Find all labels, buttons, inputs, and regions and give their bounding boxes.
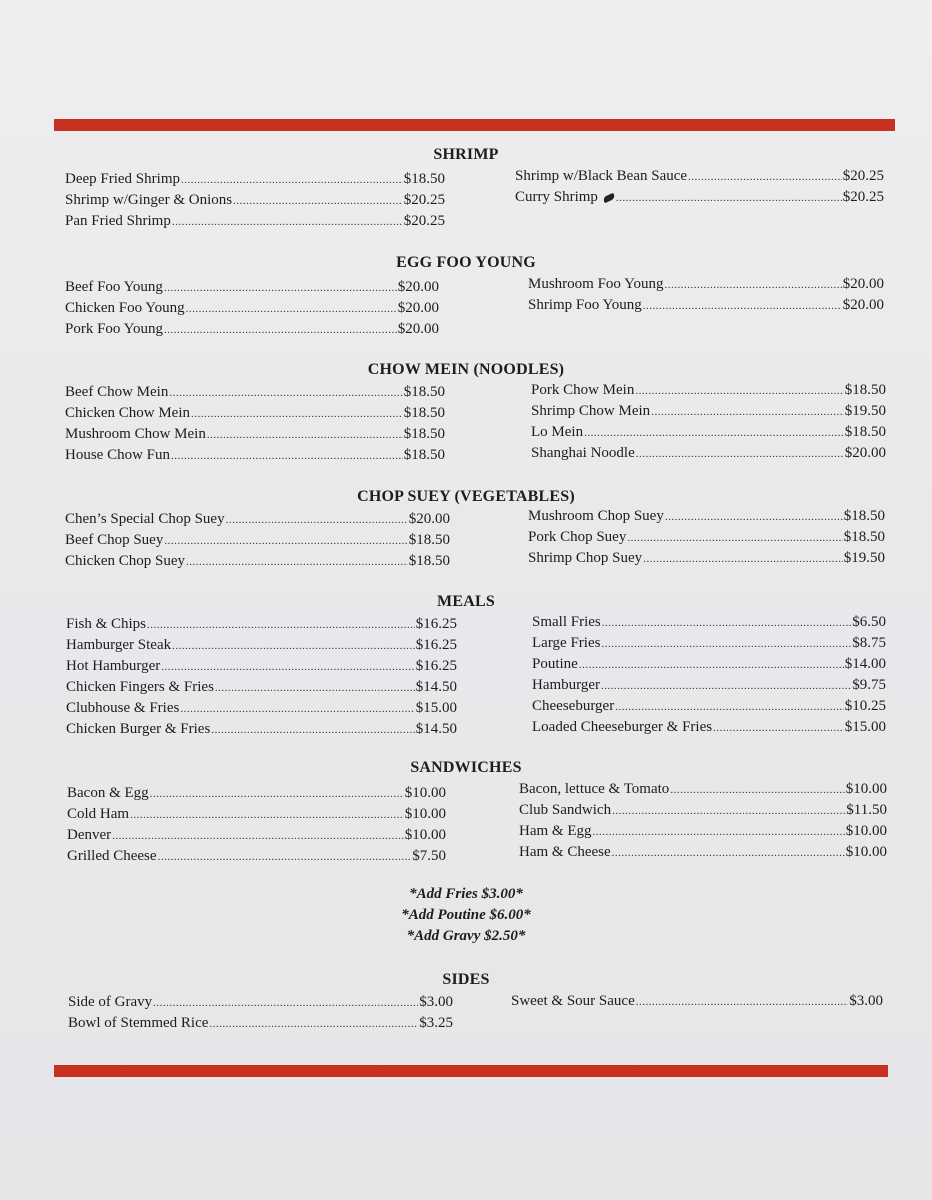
- menu-item: [519, 842, 887, 863]
- menu-item-name-text: Chen’s Special Chop Suey: [65, 511, 225, 527]
- menu-item-name-text: Shrimp Chow Mein: [531, 403, 651, 419]
- dot-leader: [147, 615, 415, 636]
- dot-leader: [636, 992, 849, 1013]
- menu-item: [65, 551, 450, 572]
- menu-item: [65, 403, 445, 424]
- menu-item-price: $16.25: [415, 658, 457, 674]
- menu-item: [65, 319, 439, 340]
- menu-item-name-text: Deep Fried Shrimp: [65, 171, 180, 187]
- menu-item: [528, 527, 885, 548]
- menu-item: [65, 530, 450, 551]
- menu-item-name-text: Chicken Foo Young: [65, 300, 185, 316]
- dot-leader: [181, 170, 403, 191]
- menu-item-name: [532, 612, 601, 633]
- menu-item-name-text: Shanghai Noodle: [531, 445, 635, 461]
- menu-item-name-text: Shrimp w/Ginger & Onions: [65, 192, 233, 208]
- menu-item-name: [67, 804, 129, 825]
- dot-leader: [169, 383, 402, 404]
- menu-item-name-text: Ham & Cheese: [519, 844, 611, 860]
- menu-item-price: $11.50: [846, 802, 887, 818]
- menu-item-name-text: Mushroom Chop Suey: [528, 508, 664, 524]
- menu-item-price: $10.00: [404, 827, 446, 843]
- menu-item-price: $7.50: [412, 848, 446, 864]
- dot-leader: [584, 423, 844, 444]
- dot-leader: [180, 699, 414, 720]
- menu-item-price: $9.75: [852, 677, 886, 693]
- menu-item: [528, 548, 885, 569]
- addon-gravy: *Add Gravy $2.50*: [406, 928, 526, 944]
- menu-item-name: [528, 274, 663, 295]
- menu-item-name-text: Side of Gravy: [68, 994, 153, 1010]
- menu-item-name-text: Fish & Chips: [66, 616, 147, 632]
- top-red-rule: [54, 119, 895, 131]
- menu-item-name-text: Pan Fried Shrimp: [65, 213, 171, 229]
- menu-item: [531, 443, 886, 464]
- menu-item-name-text: Ham & Egg: [519, 823, 592, 839]
- dot-leader: [161, 657, 414, 678]
- menu-item-name-text: Poutine: [532, 656, 578, 672]
- menu-item-name: [515, 166, 687, 187]
- menu-item: [532, 633, 886, 654]
- menu-item-name-text: Bacon, lettuce & Tomato: [519, 781, 670, 797]
- dot-leader: [602, 613, 851, 634]
- menu-item-name-text: Large Fries: [532, 635, 601, 651]
- menu-item-name-text: Shrimp Foo Young: [528, 297, 642, 313]
- dot-leader: [643, 549, 843, 570]
- menu-item-name: [528, 506, 664, 527]
- menu-item-name: [66, 677, 214, 698]
- menu-item-name-text: Denver: [67, 827, 112, 843]
- dot-leader: [186, 299, 397, 320]
- menu-item: [531, 380, 886, 401]
- menu-item: [528, 506, 885, 527]
- menu-item-name: [65, 509, 225, 530]
- menu-item-price: $20.25: [403, 192, 445, 208]
- menu-item-price: $16.25: [415, 616, 457, 632]
- menu-item-name: [66, 614, 146, 635]
- menu-item-name-text: Mushroom Chow Mein: [65, 426, 206, 442]
- menu-item-name-text: Cold Ham: [67, 806, 130, 822]
- dot-leader: [233, 191, 403, 212]
- dot-leader: [211, 720, 414, 741]
- dot-leader: [688, 167, 842, 188]
- section-title-shrimp: SHRIMP: [433, 146, 499, 163]
- menu-item-name: [531, 443, 635, 464]
- menu-item-price: $18.50: [843, 529, 885, 545]
- menu-item: [532, 654, 886, 675]
- menu-item-price: $15.00: [844, 719, 886, 735]
- menu-item-price: $18.50: [403, 426, 445, 442]
- dot-leader: [670, 780, 844, 801]
- menu-item: [68, 992, 453, 1013]
- menu-item-name: [68, 992, 152, 1013]
- dot-leader: [150, 784, 404, 805]
- menu-item-name: [528, 527, 626, 548]
- menu-item: [532, 717, 886, 738]
- dot-leader: [215, 678, 415, 699]
- menu-item: [531, 401, 886, 422]
- dot-leader: [612, 801, 845, 822]
- menu-item-name-text: Beef Foo Young: [65, 279, 163, 295]
- sides-left-column: [68, 992, 453, 1034]
- chop-suey-right-column: [528, 506, 885, 569]
- menu-item-name: [65, 211, 171, 232]
- menu-item-name: [66, 656, 160, 677]
- menu-item-price: $20.00: [397, 279, 439, 295]
- menu-item: [532, 696, 886, 717]
- addon-fries: *Add Fries $3.00*: [409, 886, 523, 902]
- dot-leader: [186, 552, 408, 573]
- menu-item: [65, 424, 445, 445]
- menu-item-price: $6.50: [852, 614, 886, 630]
- dot-leader: [164, 320, 397, 341]
- menu-item-name-text: Chicken Chow Mein: [65, 405, 190, 421]
- menu-item-price: $20.25: [842, 168, 884, 184]
- menu-item-price: $18.50: [844, 424, 886, 440]
- menu-item-name: [515, 187, 615, 208]
- menu-item-name: [65, 445, 170, 466]
- menu-item: [68, 1013, 453, 1034]
- menu-item-name: [65, 551, 185, 572]
- menu-item-name: [66, 719, 210, 740]
- dot-leader: [191, 404, 403, 425]
- chow-mein-right-column: [531, 380, 886, 464]
- menu-item-name-text: Beef Chop Suey: [65, 532, 164, 548]
- menu-item-name: [66, 698, 179, 719]
- dot-leader: [664, 275, 841, 296]
- menu-item-name: [532, 717, 712, 738]
- menu-item-name-text: Curry Shrimp: [515, 189, 598, 205]
- menu-item-name: [65, 403, 190, 424]
- menu-item-name: [65, 319, 163, 340]
- menu-item-name: [65, 298, 185, 319]
- menu-item-price: $15.00: [415, 700, 457, 716]
- menu-item-price: $19.50: [843, 550, 885, 566]
- dot-leader: [635, 381, 843, 402]
- section-title-meals: MEALS: [437, 593, 495, 610]
- menu-item: [515, 187, 884, 208]
- menu-item-price: $10.00: [845, 823, 887, 839]
- menu-item-name: [528, 548, 642, 569]
- menu-item-name-text: Chicken Fingers & Fries: [66, 679, 214, 695]
- menu-item: [65, 445, 445, 466]
- sandwiches-right-column: [519, 779, 887, 863]
- meals-right-column: [532, 612, 886, 738]
- menu-item-price: $18.50: [844, 382, 886, 398]
- menu-item-price: $14.50: [415, 721, 457, 737]
- dot-leader: [627, 528, 842, 549]
- menu-item-name-text: Chicken Chop Suey: [65, 553, 185, 569]
- menu-item-name-text: Shrimp w/Black Bean Sauce: [515, 168, 688, 184]
- menu-item-price: $20.00: [408, 511, 450, 527]
- dot-leader: [616, 188, 842, 209]
- addon-poutine: *Add Poutine $6.00*: [401, 907, 531, 923]
- menu-item: [511, 991, 883, 1012]
- menu-item: [66, 656, 457, 677]
- menu-item-price: $20.00: [842, 276, 884, 292]
- dot-leader: [713, 718, 844, 739]
- menu-item-price: $3.25: [419, 1015, 453, 1031]
- shrimp-right-column: [515, 166, 884, 208]
- menu-item-name: [68, 1013, 208, 1034]
- menu-item-name-text: Lo Mein: [531, 424, 584, 440]
- menu-item-name: [519, 821, 592, 842]
- chop-suey-left-column: [65, 509, 450, 572]
- dot-leader: [158, 847, 412, 868]
- dot-leader: [153, 993, 418, 1014]
- menu-item-price: $20.25: [842, 189, 884, 205]
- menu-item: [519, 821, 887, 842]
- menu-item-name: [65, 382, 168, 403]
- dot-leader: [636, 444, 844, 465]
- menu-item-price: $10.25: [844, 698, 886, 714]
- menu-item-price: $18.50: [403, 447, 445, 463]
- addons-note: [0, 884, 932, 947]
- menu-item: [66, 719, 457, 740]
- menu-item: [519, 779, 887, 800]
- menu-item-price: $18.50: [403, 171, 445, 187]
- menu-item: [66, 635, 457, 656]
- menu-item-price: $10.00: [845, 781, 887, 797]
- menu-item-price: $18.50: [408, 532, 450, 548]
- dot-leader: [601, 634, 851, 655]
- menu-item-name: [65, 277, 163, 298]
- menu-item: [65, 509, 450, 530]
- menu-item-name-text: Hamburger Steak: [66, 637, 172, 653]
- dot-leader: [226, 510, 408, 531]
- dot-leader: [593, 822, 845, 843]
- menu-item-name-text: Club Sandwich: [519, 802, 612, 818]
- menu-item-name-text: Hot Hamburger: [66, 658, 161, 674]
- menu-item-name: [519, 800, 611, 821]
- menu-item-price: $20.00: [397, 321, 439, 337]
- menu-item-price: $16.25: [415, 637, 457, 653]
- menu-item: [67, 846, 446, 867]
- menu-item: [66, 677, 457, 698]
- menu-item-price: $20.00: [397, 300, 439, 316]
- dot-leader: [601, 676, 851, 697]
- section-title-sides: SIDES: [442, 971, 490, 988]
- egg-foo-young-left-column: [65, 277, 439, 340]
- menu-item-name: [511, 991, 635, 1012]
- meals-left-column: [66, 614, 457, 740]
- menu-item-name-text: Bowl of Stemmed Rice: [68, 1015, 209, 1031]
- dot-leader: [579, 655, 844, 676]
- menu-item-name-text: Mushroom Foo Young: [528, 276, 664, 292]
- menu-item-name-text: Clubhouse & Fries: [66, 700, 180, 716]
- menu-item: [532, 675, 886, 696]
- dot-leader: [612, 843, 845, 864]
- egg-foo-young-right-column: [528, 274, 884, 316]
- menu-item: [67, 825, 446, 846]
- menu-item: [515, 166, 884, 187]
- menu-item-name-text: Pork Chop Suey: [528, 529, 627, 545]
- menu-item: [528, 295, 884, 316]
- menu-item-name: [532, 675, 600, 696]
- menu-item-name-text: Pork Foo Young: [65, 321, 163, 337]
- section-title-egg-foo-young: EGG FOO YOUNG: [396, 254, 536, 271]
- shrimp-left-column: [65, 169, 445, 232]
- menu-item-name: [531, 401, 650, 422]
- menu-item-price: $18.50: [403, 405, 445, 421]
- menu-item-name: [519, 779, 669, 800]
- menu-item-price: $10.00: [404, 806, 446, 822]
- chow-mein-left-column: [65, 382, 445, 466]
- section-title-sandwiches: SANDWICHES: [410, 759, 522, 776]
- menu-item-name-text: Small Fries: [532, 614, 601, 630]
- section-title-chow-mein: CHOW MEIN (NOODLES): [367, 361, 565, 378]
- menu-item: [67, 804, 446, 825]
- menu-item-price: $3.00: [419, 994, 453, 1010]
- menu-item-name-text: Hamburger: [532, 677, 601, 693]
- chili-pepper-icon: [602, 192, 615, 203]
- menu-item-name: [532, 654, 578, 675]
- menu-item-name-text: Loaded Cheeseburger & Fries: [532, 719, 713, 735]
- menu-item: [528, 274, 884, 295]
- menu-item: [65, 211, 445, 232]
- menu-item-name-text: Shrimp Chop Suey: [528, 550, 643, 566]
- menu-item: [65, 298, 439, 319]
- menu-item-name-text: Bacon & Egg: [67, 785, 149, 801]
- dot-leader: [164, 278, 397, 299]
- menu-item-name-text: Pork Chow Mein: [531, 382, 635, 398]
- dot-leader: [615, 697, 844, 718]
- menu-item-name-text: House Chow Fun: [65, 447, 171, 463]
- menu-item: [67, 783, 446, 804]
- menu-item: [519, 800, 887, 821]
- menu-item-name: [67, 783, 149, 804]
- menu-item-price: $19.50: [844, 403, 886, 419]
- menu-item-price: $8.75: [852, 635, 886, 651]
- menu-item-name: [532, 633, 600, 654]
- menu-item-name-text: Cheeseburger: [532, 698, 615, 714]
- menu-item-name: [528, 295, 642, 316]
- menu-item-price: $10.00: [845, 844, 887, 860]
- dot-leader: [130, 805, 404, 826]
- menu-item: [65, 169, 445, 190]
- dot-leader: [651, 402, 844, 423]
- menu-item: [532, 612, 886, 633]
- menu-item: [66, 698, 457, 719]
- menu-item-name: [65, 169, 180, 190]
- dot-leader: [172, 212, 403, 233]
- menu-item-name: [65, 424, 206, 445]
- sides-right-column: [511, 991, 883, 1012]
- dot-leader: [209, 1014, 418, 1035]
- dot-leader: [171, 446, 403, 467]
- menu-item: [66, 614, 457, 635]
- menu-item-name: [519, 842, 611, 863]
- section-title-chop-suey: CHOP SUEY (VEGETABLES): [357, 488, 575, 505]
- dot-leader: [665, 507, 843, 528]
- bottom-red-rule: [54, 1065, 888, 1077]
- menu-item-name-text: Grilled Cheese: [67, 848, 157, 864]
- sandwiches-left-column: [67, 783, 446, 867]
- menu-item-price: $20.00: [844, 445, 886, 461]
- menu-item-price: $14.50: [415, 679, 457, 695]
- menu-item-name-text: Chicken Burger & Fries: [66, 721, 211, 737]
- menu-item-name-text: Sweet & Sour Sauce: [511, 993, 635, 1009]
- menu-item: [65, 277, 439, 298]
- menu-item-price: $20.00: [842, 297, 884, 313]
- menu-item-name: [532, 696, 614, 717]
- menu-item-price: $14.00: [844, 656, 886, 672]
- menu-item-price: $10.00: [404, 785, 446, 801]
- menu-item-price: $18.50: [408, 553, 450, 569]
- menu-item-name: [65, 190, 232, 211]
- menu-item-name: [531, 422, 583, 443]
- menu-item: [531, 422, 886, 443]
- menu-item-name: [66, 635, 171, 656]
- dot-leader: [112, 826, 404, 847]
- menu-item-name: [65, 530, 163, 551]
- menu-item-name: [67, 825, 111, 846]
- menu-item-price: $18.50: [843, 508, 885, 524]
- dot-leader: [207, 425, 403, 446]
- menu-item-name: [67, 846, 157, 867]
- menu-item-name: [531, 380, 634, 401]
- menu-item: [65, 382, 445, 403]
- dot-leader: [164, 531, 407, 552]
- menu-item-price: $20.25: [403, 213, 445, 229]
- menu-item-name-text: Beef Chow Mein: [65, 384, 169, 400]
- menu-item-price: $3.00: [849, 993, 883, 1009]
- dot-leader: [172, 636, 415, 657]
- menu-item-price: $18.50: [403, 384, 445, 400]
- dot-leader: [643, 296, 842, 317]
- menu-item: [65, 190, 445, 211]
